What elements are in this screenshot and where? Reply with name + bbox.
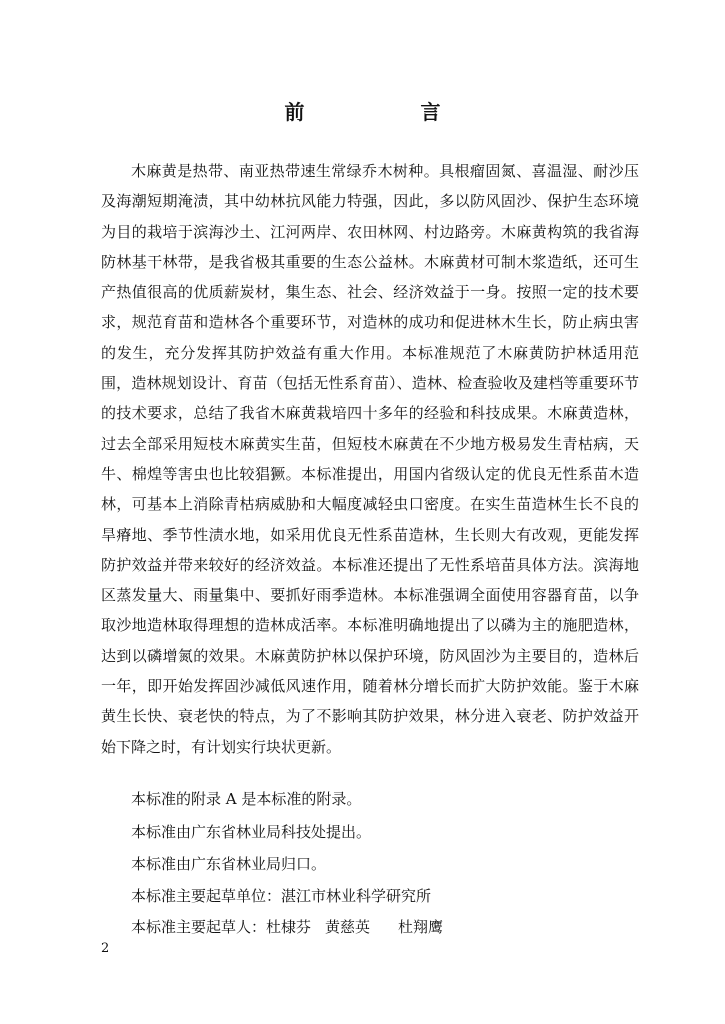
- drafters-note: [131, 917, 443, 937]
- drafting-unit-note: 本标准主要起草单位：湛江市林业科学研究所: [131, 887, 432, 905]
- appendix-note: 本标准的附录 A 是本标准的附录。: [131, 790, 362, 808]
- drafters-label: 本标准主要起草人：: [131, 918, 267, 936]
- drafter-name: 杜翔鹰: [398, 918, 444, 936]
- main-paragraph: 木麻黄是热带、南亚热带速生常绿乔木树种。具根瘤固氮、喜温湿、耐沙压及海潮短期淹渍，其中幼林抗风能力特强，因此，多以防风固沙、保护生态环境为目的栽培于滨海沙土、江河两岸、农田林网、村边路旁。木麻黄构筑的我省海防林基干林带，是我省极其重要的生态公益林。木麻黄材可制木浆造纸，还可生产热值很高的优质薪炭材，集生态、社会、经济效益于一身。按照一定的技术要求，规范育苗和造林各个重要环节，对造林的成功和促进林木生长，防止病虫害的发生，充分发挥其防护效益有重大作用。本标准规范了木麻黄防护林适用范围，造林规划设计、育苗（包括无性系育苗）、造林、检查验收及建档等重要环节的技术要求，总结了我省木麻黄栽培四十多年的经验和科技成果。木麻黄造林，过去全部采用短枝木麻黄实生苗，但短枝木麻黄在不少地方极易发生青枯病，天牛、棉煌等害虫也比较猖獗。本标准提出，用国内省级认定的优良无性系苗木造林，可基本上消除青枯病威胁和大幅度减轻虫口密度。在实生苗造林生长不良的旱瘠地、季节性渍水地，如采用优良无性系苗造林，生长则大有改观，更能发挥防护效益并带来较好的经济效益。本标准还提出了无性系培苗具体方法。滨海地区蒸发量大、雨量集中、要抓好雨季造林。本标准强调全面使用容器育苗，以争取沙地造林取得理想的造林成活率。本标准明确地提出了以磷为主的施肥造林，达到以磷增氮的效果。木麻黄防护林以保护环境，防风固沙为主要目的，造林后一年，即开始发挥固沙减低风速作用，随着林分增长而扩大防护效能。鉴于木麻黄生长快、衰老快的特点，为了不影响其防护效果，林分进入衰老、防护效益开始下降之时，有计划实行块状更新。: [101, 162, 639, 756]
- page-title: 前 言: [284, 100, 489, 124]
- managed-by-note: 本标准由广东省林业局归口。: [131, 855, 327, 873]
- proposed-by-note: 本标准由广东省林业局科技处提出。: [131, 823, 372, 841]
- drafter-name: 黄慈英: [325, 918, 371, 936]
- drafter-name: 杜棣芬: [266, 918, 312, 936]
- page-number: 2: [101, 941, 110, 956]
